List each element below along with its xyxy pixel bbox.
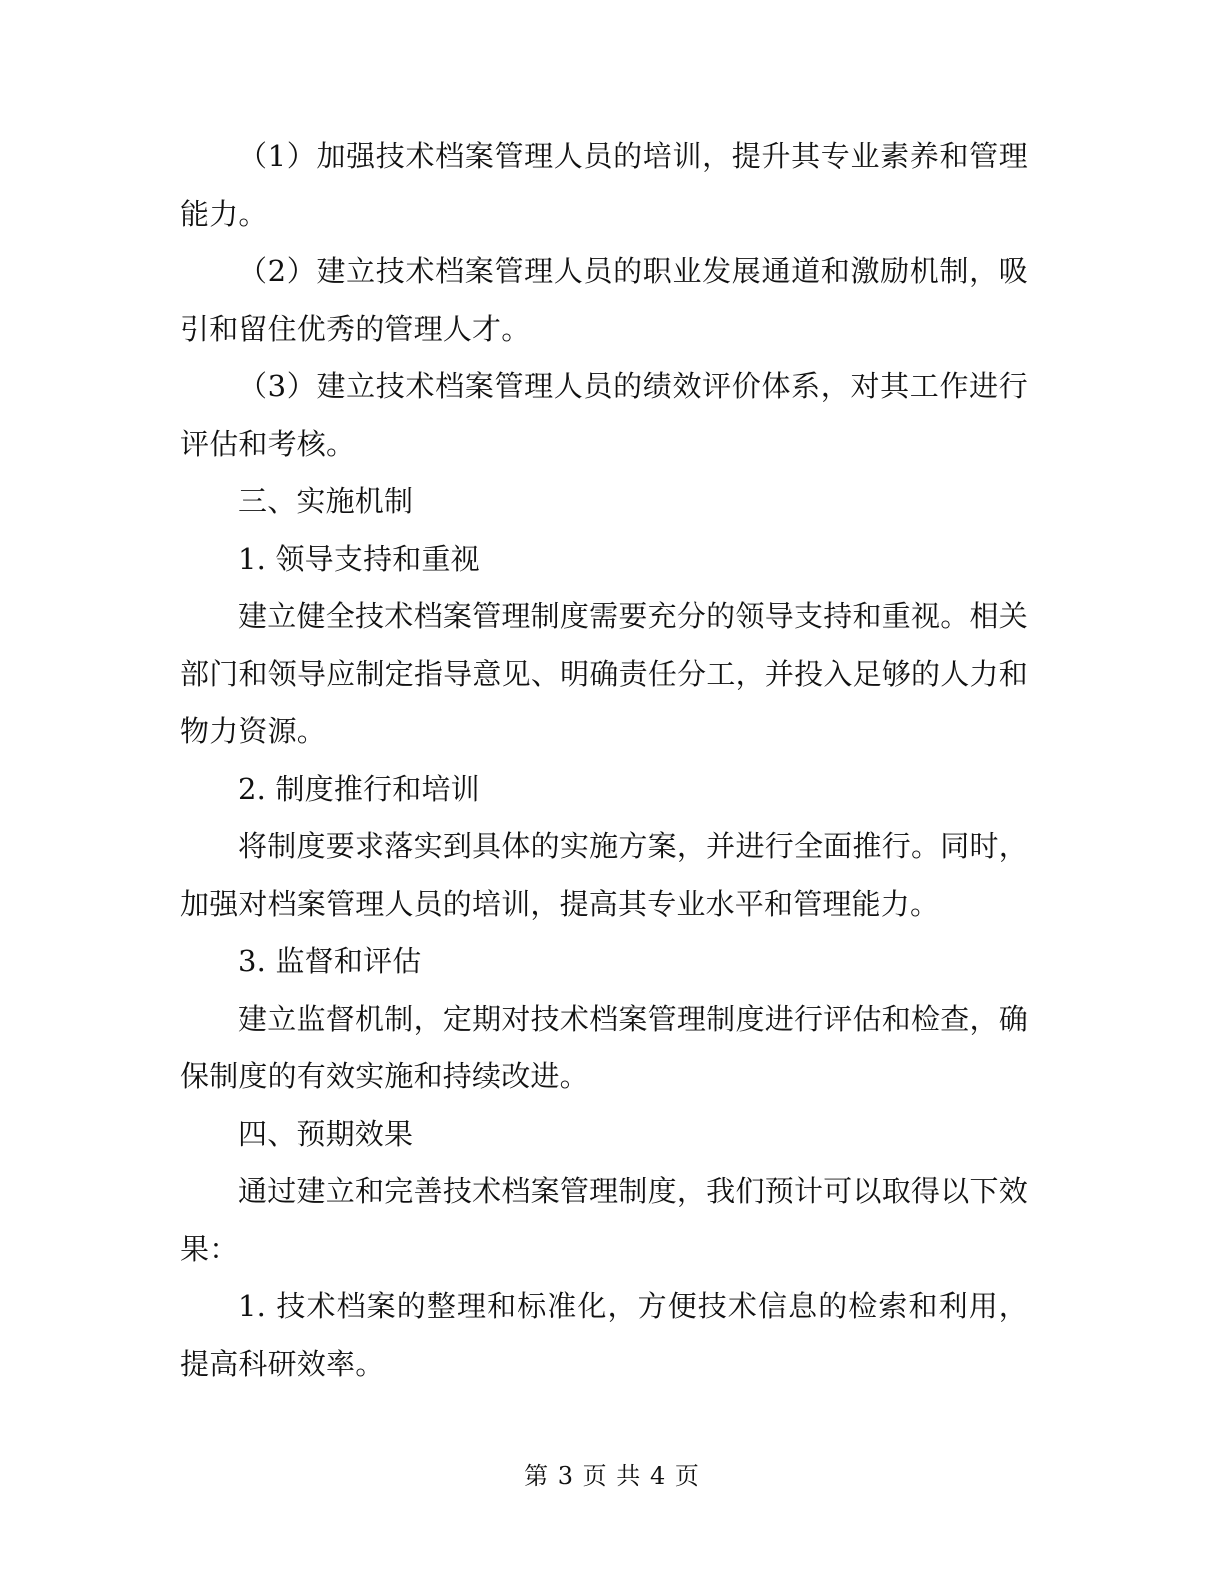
paragraph-promotion: 将制度要求落实到具体的实施方案，并进行全面推行。同时，加强对档案管理人员的培训，提高其专业水平和管理能力。: [180, 829, 1028, 921]
section-heading-expected-effects: 四、预期效果: [238, 1116, 414, 1151]
subheading-leadership: 1. 领导支持和重视: [238, 541, 480, 576]
document-body: [180, 128, 1028, 1393]
page-number-footer: 第 3 页 共 4 页: [524, 1462, 700, 1490]
subheading-promotion: 2. 制度推行和培训: [238, 771, 480, 806]
paragraph-career-path: （2）建立技术档案管理人员的职业发展通道和激励机制，吸引和留住优秀的管理人才。: [180, 254, 1028, 346]
paragraph-training: （1）加强技术档案管理人员的培训，提升其专业素养和管理能力。: [180, 139, 1028, 231]
section-heading-implementation: 三、实施机制: [238, 484, 414, 518]
paragraph-expected-intro: 通过建立和完善技术档案管理制度，我们预计可以取得以下效果：: [180, 1174, 1028, 1266]
paragraph-leadership: 建立健全技术档案管理制度需要充分的领导支持和重视。相关部门和领导应制定指导意见、明确责任分工，并投入足够的人力和物力资源。: [180, 599, 1028, 748]
paragraph-effect-1: 1. 技术档案的整理和标准化，方便技术信息的检索和利用，提高科研效率。: [180, 1289, 1028, 1381]
subheading-supervision: 3. 监督和评估: [238, 944, 422, 978]
paragraph-performance: （3）建立技术档案管理人员的绩效评价体系，对其工作进行评估和考核。: [180, 369, 1028, 461]
paragraph-supervision: 建立监督机制，定期对技术档案管理制度进行评估和检查，确保制度的有效实施和持续改进。: [180, 1001, 1028, 1093]
